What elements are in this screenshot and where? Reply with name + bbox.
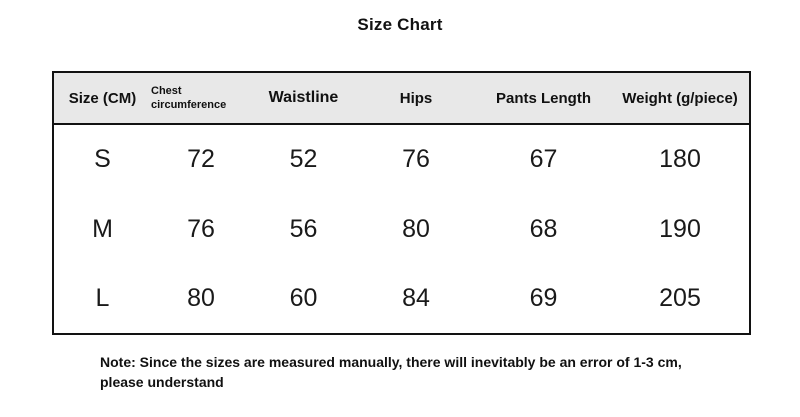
col-header-waistline: Waistline [251, 72, 356, 124]
pants-length-value: 67 [529, 145, 558, 173]
size-table [52, 71, 751, 335]
waistline-value: 52 [289, 145, 318, 173]
size-label: L [95, 284, 110, 312]
col-header-weight: Weight (g/piece) [611, 72, 750, 124]
col-header-chest-label: Chest circumference [151, 85, 227, 111]
size-table-body [53, 124, 750, 334]
page-title: Size Chart [357, 15, 443, 34]
hips-value: 80 [402, 214, 430, 243]
weight-value: 180 [659, 145, 701, 173]
weight-value: 190 [659, 214, 701, 243]
chest-value: 76 [187, 214, 215, 243]
waistline-value: 56 [289, 214, 318, 243]
waistline-value: 60 [289, 284, 318, 312]
hips-value: 76 [402, 145, 430, 173]
pants-length-value: 69 [529, 284, 558, 312]
pants-length-value: 68 [529, 214, 558, 243]
table-row-m [53, 194, 750, 264]
col-header-size: Size (CM) [53, 72, 151, 124]
note-line-2: please understand [100, 374, 224, 390]
size-table-header [53, 72, 750, 124]
header-row [53, 72, 750, 124]
hips-value: 84 [402, 284, 430, 312]
table-row-l [53, 264, 750, 334]
col-header-hips: Hips [356, 72, 476, 124]
chest-value: 80 [187, 284, 215, 312]
note-text [100, 352, 725, 392]
weight-value: 205 [659, 284, 701, 312]
size-label: M [92, 214, 113, 243]
chest-value: 72 [187, 145, 215, 173]
note-line-1: Note: Since the sizes are measured manually, there will inevitably be an error of 1-3 cm, [100, 354, 682, 370]
col-header-pants-length: Pants Length [476, 72, 611, 124]
col-header-chest [151, 72, 251, 124]
table-row-s [53, 124, 750, 194]
size-label: S [94, 145, 111, 173]
